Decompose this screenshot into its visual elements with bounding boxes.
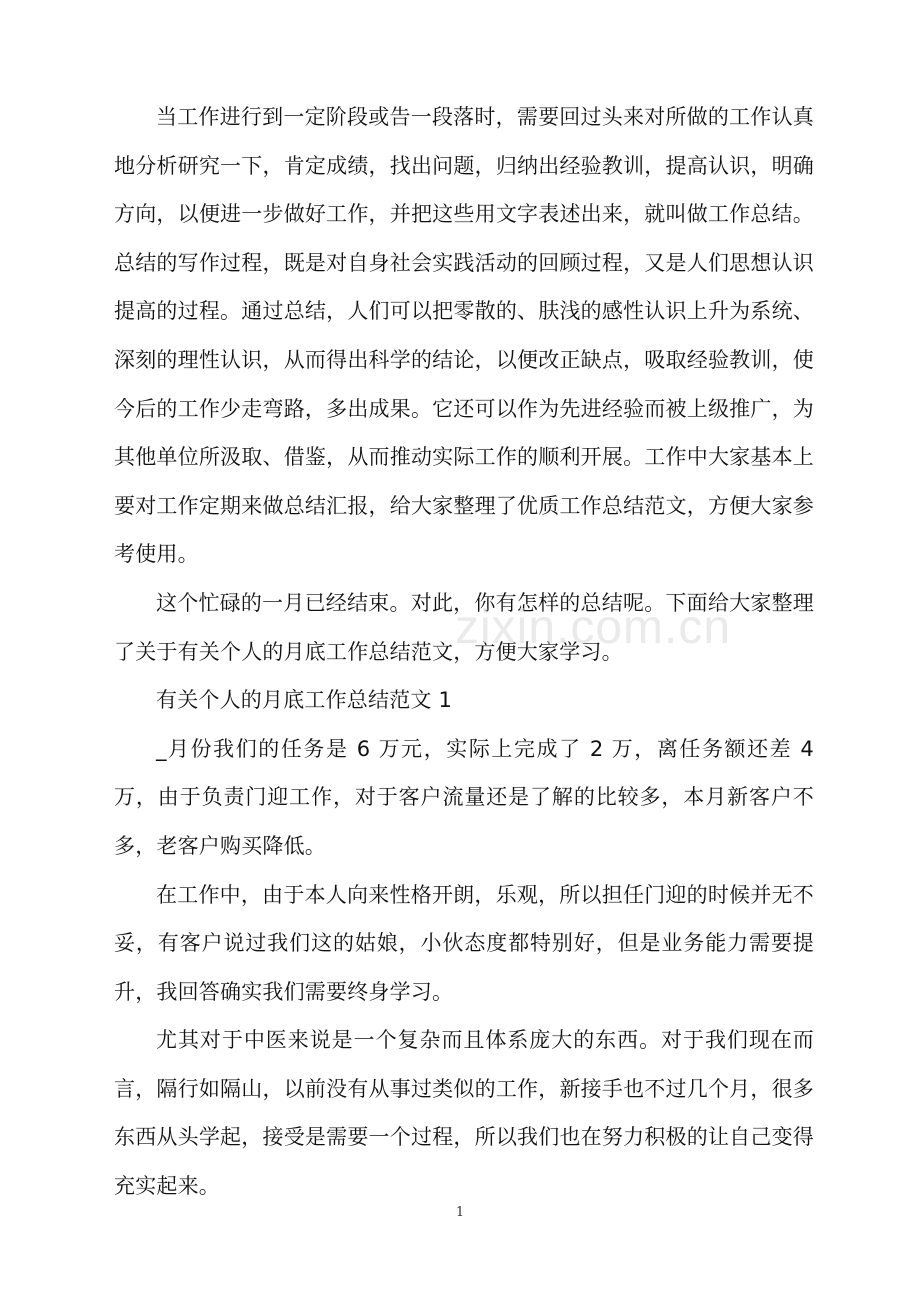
- lead-paragraph: 这个忙碌的一月已经结束。对此，你有怎样的总结呢。下面给大家整理了关于有关个人的月底工作总结范文，方便大家学习。: [114, 590, 814, 664]
- watermark: zixin.com.cn: [455, 601, 732, 654]
- section-paragraph: 尤其对于中医来说是一个复杂而且体系庞大的东西。对于我们现在而言，隔行如隔山，以前没有从事过类似的工作，新接手也不过几个月，很多东西从头学起，接受是需要一个过程，所以我们也在努力积极的让自己变得充实起来。: [114, 1028, 814, 1199]
- page-number: 1: [455, 1205, 465, 1220]
- document-body: [114, 93, 814, 1211]
- section-paragraph: _月份我们的任务是 6 万元，实际上完成了 2 万，离任务额还差 4 万，由于负责门迎工作，对于客户流量还是了解的比较多，本月新客户不多，老客户购买降低。: [114, 736, 814, 858]
- section-paragraph: 在工作中，由于本人向来性格开朗，乐观，所以担任门迎的时候并无不妥，有客户说过我们这的姑娘，小伙态度都特别好，但是业务能力需要提升，我回答确实我们需要终身学习。: [114, 882, 814, 1004]
- section-title: 有关个人的月底工作总结范文 1: [156, 688, 453, 713]
- intro-paragraph: 当工作进行到一定阶段或告一段落时，需要回过头来对所做的工作认真地分析研究一下，肯定成绩，找出问题，归纳出经验教训，提高认识，明确方向，以便进一步做好工作，并把这些用文字表述出来，就叫做工作总结。总结的写作过程，既是对自身社会实践活动的回顾过程，又是人们思想认识提高的过程。通过总结，人们可以把零散的、肤浅的感性认识上升为系统、深刻的理性认识，从而得出科学的结论，以便改正缺点，吸取经验教训，使今后的工作少走弯路，多出成果。它还可以作为先进经验而被上级推广，为其他单位所汲取、借鉴，从而推动实际工作的顺利开展。工作中大家基本上要对工作定期来做总结汇报，给大家整理了优质工作总结范文，方便大家参考使用。: [114, 105, 814, 567]
